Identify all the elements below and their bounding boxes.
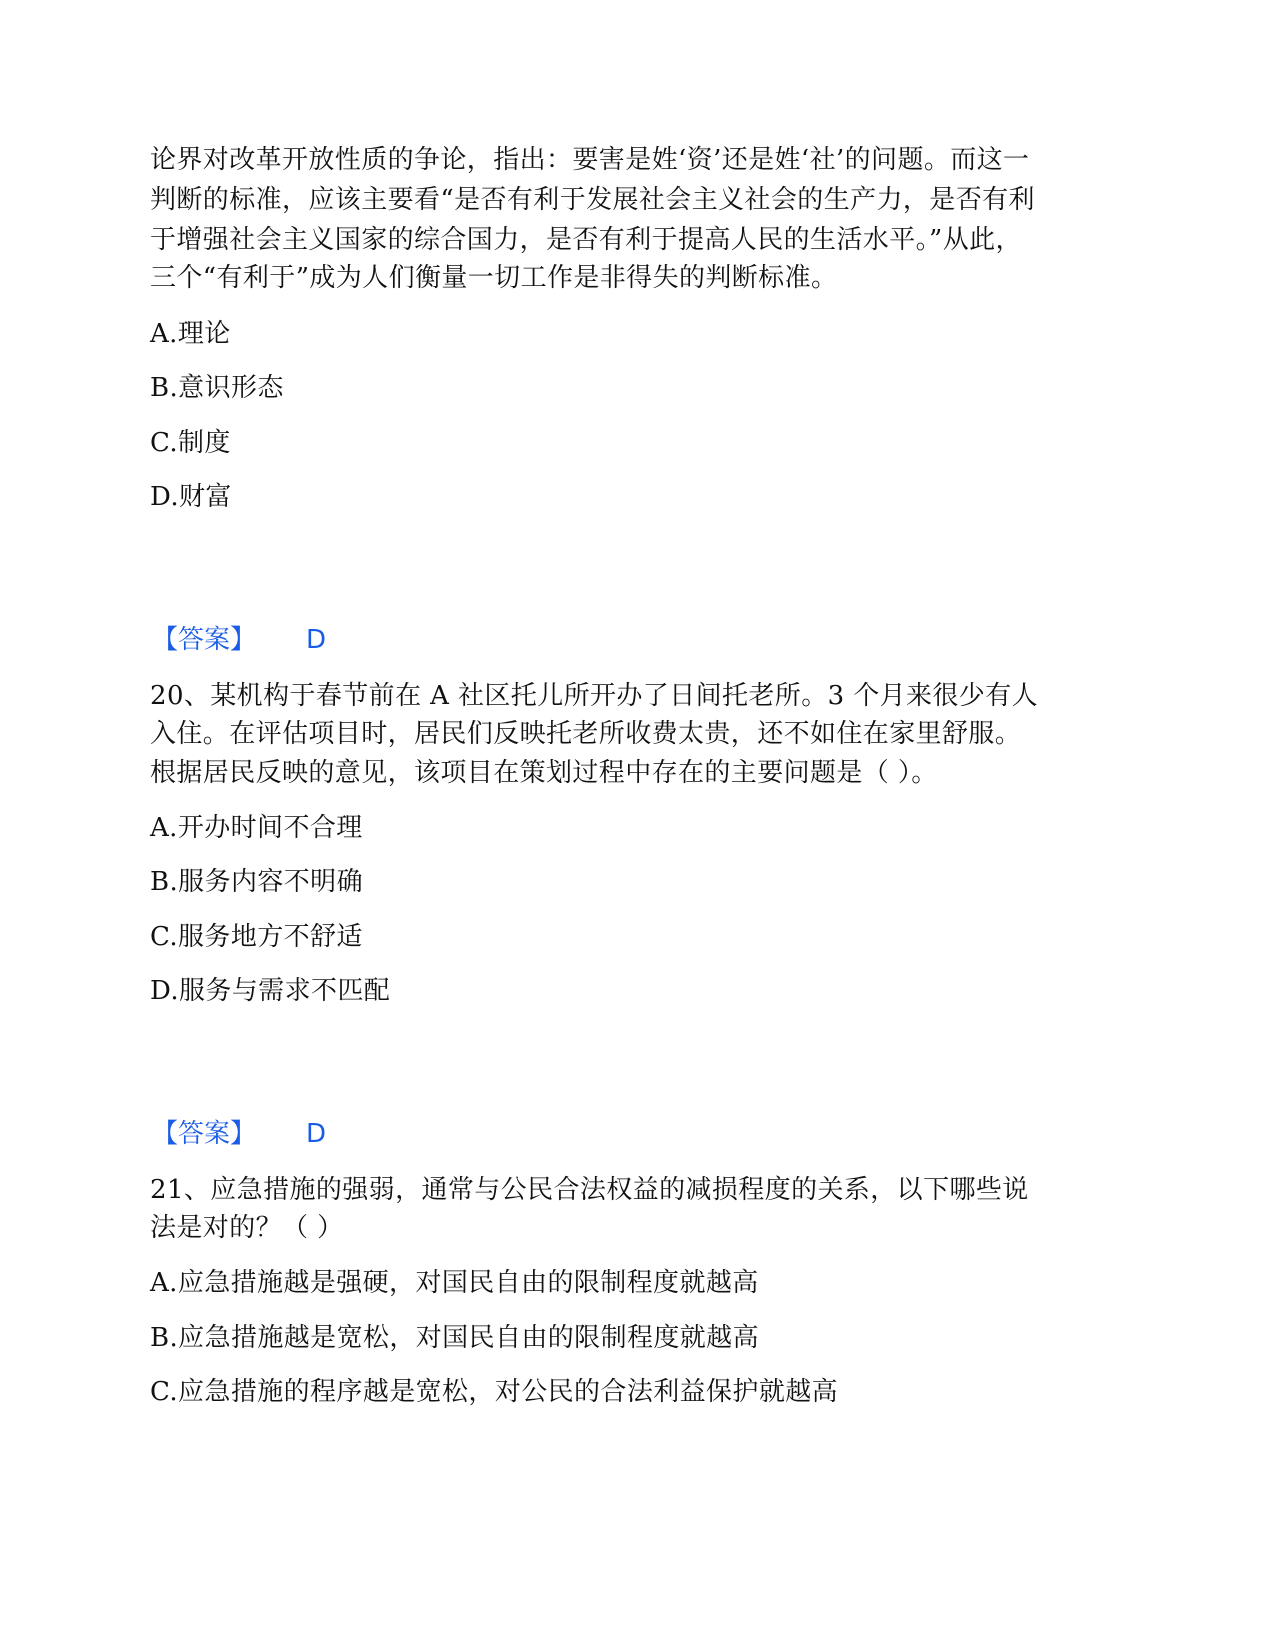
q20-stem-line: 根据居民反映的意见，该项目在策划过程中存在的主要问题是（ ）。 [150, 758, 938, 788]
q20-option-b: B.服务内容不明确 [150, 867, 363, 897]
q20-stem-line: 入住。在评估项目时，居民们反映托老所收费太贵，还不如住在家里舒服。 [150, 719, 1022, 749]
q20-stem-line: 20、某机构于春节前在 A 社区托儿所开办了日间托老所。3 个月来很少有人 [150, 681, 1038, 711]
q21-option-b: B.应急措施越是宽松，对国民自由的限制程度就越高 [150, 1323, 759, 1353]
q20-answer-label: 【答案】 [152, 1119, 257, 1149]
q20-answer-value: D [306, 1119, 327, 1149]
q19-option-a: A.理论 [150, 319, 231, 349]
q19-stem-line: 论界对改革开放性质的争论，指出：要害是姓‘资’还是姓‘社’的问题。而这一 [150, 145, 1030, 175]
q19-stem-line: 三个“有利于”成为人们衡量一切工作是非得失的判断标准。 [150, 263, 838, 293]
q21-option-a: A.应急措施越是强硬，对国民自由的限制程度就越高 [150, 1268, 759, 1298]
q20-option-d: D.服务与需求不匹配 [150, 976, 391, 1006]
q19-answer-value: D [306, 625, 327, 655]
q20-option-a: A.开办时间不合理 [150, 813, 363, 843]
q19-stem-line: 判断的标准，应该主要看“是否有利于发展社会主义社会的生产力，是否有利 [150, 185, 1035, 215]
q19-option-b: B.意识形态 [150, 373, 284, 403]
q19-stem-line: 于增强社会主义国家的综合国力，是否有利于提高人民的生活水平。”从此， [150, 225, 1022, 255]
q21-stem-line: 法是对的？（ ） [150, 1213, 344, 1243]
q20-option-c: C.服务地方不舒适 [150, 922, 363, 952]
q19-answer-label: 【答案】 [152, 625, 257, 655]
q21-stem-line: 21、应急措施的强弱，通常与公民合法权益的减损程度的关系，以下哪些说 [150, 1175, 1029, 1205]
q19-option-c: C.制度 [150, 428, 231, 458]
q19-option-d: D.财富 [150, 482, 232, 512]
q21-option-c: C.应急措施的程序越是宽松，对公民的合法利益保护就越高 [150, 1377, 839, 1407]
